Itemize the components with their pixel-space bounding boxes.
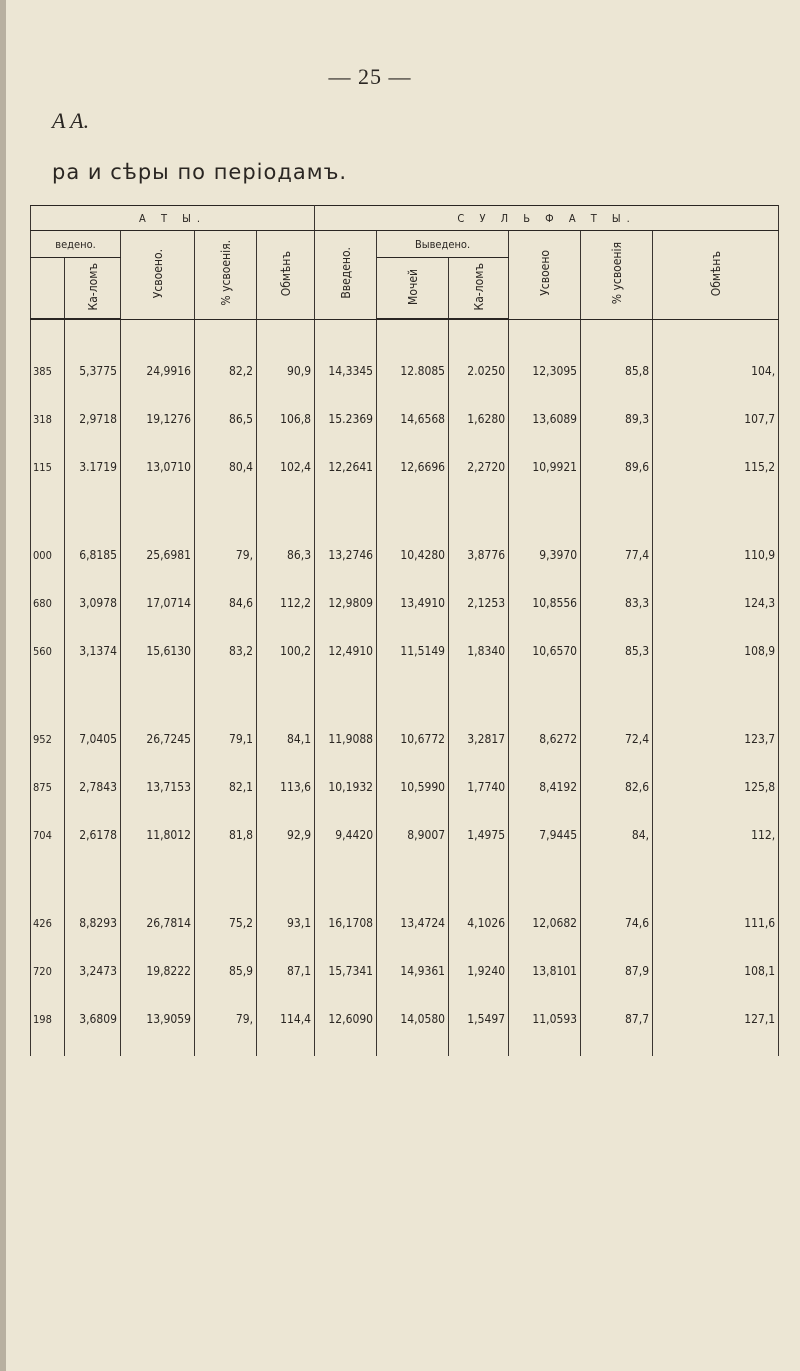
table-cell: 15,6130 — [121, 610, 195, 658]
table-cell: 2,1253 — [449, 562, 509, 610]
group-spacer — [31, 474, 779, 514]
table-cell: 16,1708 — [315, 882, 377, 930]
spacer-cell — [315, 319, 377, 330]
spacer-cell — [377, 474, 449, 514]
spacer-cell — [65, 319, 121, 330]
table-cell: 720 — [31, 930, 65, 978]
table-cell: 13,8101 — [509, 930, 581, 978]
spacer-cell — [449, 319, 509, 330]
table-cell: 107,7 — [653, 378, 779, 426]
table-cell: 26,7814 — [121, 882, 195, 930]
spacer-cell — [315, 658, 377, 698]
spacer-cell — [653, 842, 779, 882]
table-cell: 3,8776 — [449, 514, 509, 562]
table-cell: 13,2746 — [315, 514, 377, 562]
spacer-cell — [581, 474, 653, 514]
table-cell: 19,1276 — [121, 378, 195, 426]
table-cell: 72,4 — [581, 698, 653, 746]
table-row — [31, 794, 779, 842]
table-cell: 85,3 — [581, 610, 653, 658]
table-cell: 26,7245 — [121, 698, 195, 746]
table-cell: 3,2817 — [449, 698, 509, 746]
table-cell: 426 — [31, 882, 65, 930]
spacer-cell — [377, 1026, 449, 1056]
spacer-cell — [257, 842, 315, 882]
spacer-cell — [581, 319, 653, 330]
table-cell: 12,0682 — [509, 882, 581, 930]
table-cell: 11,5149 — [377, 610, 449, 658]
table-cell: 86,5 — [195, 378, 257, 426]
spacer-cell — [653, 658, 779, 698]
table-row — [31, 930, 779, 978]
table-cell: 89,3 — [581, 378, 653, 426]
header-vvedeno-truncated: ведено. — [31, 231, 121, 258]
spacer-cell — [257, 1026, 315, 1056]
spacer-cell — [315, 474, 377, 514]
table-cell: 84, — [581, 794, 653, 842]
table-cell: 3,2473 — [65, 930, 121, 978]
table-cell: 85,8 — [581, 330, 653, 378]
spacer-cell — [257, 319, 315, 330]
page-edge — [0, 0, 6, 1371]
table-cell: 110,9 — [653, 514, 779, 562]
table-row — [31, 378, 779, 426]
spacer-cell — [377, 658, 449, 698]
table-subtitle: ра и сѣры по періодамъ. — [52, 160, 348, 184]
table-cell: 79,1 — [195, 698, 257, 746]
table-cell: 1,6280 — [449, 378, 509, 426]
table-row — [31, 514, 779, 562]
table-cell: 106,8 — [257, 378, 315, 426]
table-cell: 108,9 — [653, 610, 779, 658]
table-cell: 12,4910 — [315, 610, 377, 658]
table-cell: 13,7153 — [121, 746, 195, 794]
table-cell: 2,2720 — [449, 426, 509, 474]
spacer-cell — [377, 842, 449, 882]
spacer-cell — [65, 842, 121, 882]
table-cell: 1,9240 — [449, 930, 509, 978]
table-cell: 15,7341 — [315, 930, 377, 978]
spacer-cell — [509, 1026, 581, 1056]
table-cell: 14,6568 — [377, 378, 449, 426]
table-cell: 385 — [31, 330, 65, 378]
spacer-cell — [449, 658, 509, 698]
table-cell: 13,6089 — [509, 378, 581, 426]
table-row — [31, 978, 779, 1026]
table-cell: 82,2 — [195, 330, 257, 378]
table-cell: 2,7843 — [65, 746, 121, 794]
spacer-cell — [65, 1026, 121, 1056]
table-cell: 318 — [31, 378, 65, 426]
header-kalom-2: Ка-ломъ — [449, 258, 509, 320]
table-cell: 198 — [31, 978, 65, 1026]
table-cell: 2,6178 — [65, 794, 121, 842]
table-cell: 25,6981 — [121, 514, 195, 562]
spacer-cell — [315, 842, 377, 882]
table-cell: 100,2 — [257, 610, 315, 658]
table-row — [31, 882, 779, 930]
table-cell: 13,4724 — [377, 882, 449, 930]
table-cell: 74,6 — [581, 882, 653, 930]
table-cell: 10,6570 — [509, 610, 581, 658]
header-pct-usvoenia: % усвоенія. — [195, 231, 257, 320]
table-cell: 680 — [31, 562, 65, 610]
table-cell: 17,0714 — [121, 562, 195, 610]
table-cell: 12,6090 — [315, 978, 377, 1026]
table-cell: 75,2 — [195, 882, 257, 930]
table-cell: 83,2 — [195, 610, 257, 658]
spacer-cell — [121, 319, 195, 330]
table-row — [31, 698, 779, 746]
table-cell: 8,6272 — [509, 698, 581, 746]
table-cell: 7,0405 — [65, 698, 121, 746]
table-cell: 6,8185 — [65, 514, 121, 562]
section-label: A A. — [52, 108, 90, 133]
table-cell: 86,3 — [257, 514, 315, 562]
table-cell: 79, — [195, 514, 257, 562]
table-cell: 560 — [31, 610, 65, 658]
table-row — [31, 330, 779, 378]
spacer-cell — [31, 842, 65, 882]
spacer-cell — [653, 1026, 779, 1056]
spacer-cell — [377, 319, 449, 330]
table-cell: 12,3095 — [509, 330, 581, 378]
spacer-cell — [581, 658, 653, 698]
table-cell: 14,3345 — [315, 330, 377, 378]
table-cell: 10,4280 — [377, 514, 449, 562]
table-row — [31, 610, 779, 658]
table-cell: 5,3775 — [65, 330, 121, 378]
table-cell: 114,4 — [257, 978, 315, 1026]
table-cell: 8,9007 — [377, 794, 449, 842]
table-cell: 10,5990 — [377, 746, 449, 794]
table-cell: 90,9 — [257, 330, 315, 378]
spacer-cell — [195, 474, 257, 514]
table-cell: 87,9 — [581, 930, 653, 978]
table-cell: 3.1719 — [65, 426, 121, 474]
table-cell: 875 — [31, 746, 65, 794]
table-cell: 123,7 — [653, 698, 779, 746]
table-cell: 3,0978 — [65, 562, 121, 610]
table-cell: 1,5497 — [449, 978, 509, 1026]
table-cell: 82,1 — [195, 746, 257, 794]
table-cell: 87,7 — [581, 978, 653, 1026]
spacer-cell — [195, 1026, 257, 1056]
table-cell: 14,0580 — [377, 978, 449, 1026]
spacer-cell — [31, 658, 65, 698]
table-cell: 87,1 — [257, 930, 315, 978]
spacer-cell — [449, 1026, 509, 1056]
table-cell: 83,3 — [581, 562, 653, 610]
spacer-cell — [121, 842, 195, 882]
table-cell: 112, — [653, 794, 779, 842]
table-cell: 77,4 — [581, 514, 653, 562]
table-cell: 111,6 — [653, 882, 779, 930]
table-cell: 1,8340 — [449, 610, 509, 658]
table-cell: 10,9921 — [509, 426, 581, 474]
table-cell: 14,9361 — [377, 930, 449, 978]
table-cell: 84,6 — [195, 562, 257, 610]
table-cell: 3,6809 — [65, 978, 121, 1026]
header-vyvedeno: Выведено. — [377, 231, 509, 258]
table-cell: 4,1026 — [449, 882, 509, 930]
page-number: — 25 — — [328, 64, 412, 89]
group-spacer — [31, 842, 779, 882]
table-cell: 108,1 — [653, 930, 779, 978]
table-row — [31, 746, 779, 794]
table-cell: 92,9 — [257, 794, 315, 842]
table-cell: 13,9059 — [121, 978, 195, 1026]
table-cell: 80,4 — [195, 426, 257, 474]
header-obmen-2: Обмѣнъ — [653, 231, 779, 320]
table-cell: 15.2369 — [315, 378, 377, 426]
spacer-cell — [449, 842, 509, 882]
table-cell: 127,1 — [653, 978, 779, 1026]
table-cell: 113,6 — [257, 746, 315, 794]
table-cell: 102,4 — [257, 426, 315, 474]
table-cell: 115 — [31, 426, 65, 474]
spacer-cell — [509, 319, 581, 330]
group-header-left: А Т Ы. — [31, 206, 315, 231]
spacer-cell — [257, 474, 315, 514]
header-pct-usvoenia-2: % усвоенія — [581, 231, 653, 320]
table-cell: 11,0593 — [509, 978, 581, 1026]
table-body — [31, 319, 779, 1056]
header-kalom: Ка-ломъ — [65, 258, 121, 320]
spacer-cell — [31, 319, 65, 330]
table-cell: 12,9809 — [315, 562, 377, 610]
spacer-cell — [509, 842, 581, 882]
spacer-cell — [315, 1026, 377, 1056]
header-mochey: Мочей — [377, 258, 449, 320]
table-cell: 12,2641 — [315, 426, 377, 474]
data-table — [30, 205, 779, 1056]
table-cell: 79, — [195, 978, 257, 1026]
spacer-cell — [65, 658, 121, 698]
table-cell: 1,7740 — [449, 746, 509, 794]
spacer-cell — [653, 319, 779, 330]
spacer-cell — [195, 842, 257, 882]
table-cell: 125,8 — [653, 746, 779, 794]
spacer-cell — [653, 474, 779, 514]
spacer-cell — [121, 1026, 195, 1056]
group-spacer — [31, 319, 779, 330]
table-row — [31, 562, 779, 610]
table-cell: 704 — [31, 794, 65, 842]
spacer-cell — [31, 474, 65, 514]
spacer-cell — [509, 658, 581, 698]
table-cell: 89,6 — [581, 426, 653, 474]
spacer-cell — [121, 658, 195, 698]
spacer-cell — [195, 658, 257, 698]
table-cell: 9,4420 — [315, 794, 377, 842]
table-cell: 24,9916 — [121, 330, 195, 378]
table-cell: 115,2 — [653, 426, 779, 474]
table-cell: 11,9088 — [315, 698, 377, 746]
spacer-cell — [581, 842, 653, 882]
table-cell: 19,8222 — [121, 930, 195, 978]
group-spacer — [31, 658, 779, 698]
table-cell: 3,1374 — [65, 610, 121, 658]
header-obmen: Обмѣнъ — [257, 231, 315, 320]
table-cell: 10,8556 — [509, 562, 581, 610]
table-cell: 112,2 — [257, 562, 315, 610]
table-cell: 7,9445 — [509, 794, 581, 842]
table-cell: 93,1 — [257, 882, 315, 930]
table-cell: 952 — [31, 698, 65, 746]
spacer-cell — [509, 474, 581, 514]
table-cell: 11,8012 — [121, 794, 195, 842]
table-cell: 8,4192 — [509, 746, 581, 794]
header-vvedeno: Введено. — [315, 231, 377, 320]
spacer-cell — [449, 474, 509, 514]
group-header-right: С У Л Ь Ф А Т Ы. — [315, 206, 779, 231]
table-cell: 2,9718 — [65, 378, 121, 426]
table-cell: 124,3 — [653, 562, 779, 610]
table-cell: 10,6772 — [377, 698, 449, 746]
table-cell: 12.8085 — [377, 330, 449, 378]
table-cell: 84,1 — [257, 698, 315, 746]
group-spacer — [31, 1026, 779, 1056]
table-cell: 2.0250 — [449, 330, 509, 378]
table-cell: 1,4975 — [449, 794, 509, 842]
table-cell: 81,8 — [195, 794, 257, 842]
spacer-cell — [581, 1026, 653, 1056]
table-cell: 000 — [31, 514, 65, 562]
table-cell: 12,6696 — [377, 426, 449, 474]
table-cell: 8,8293 — [65, 882, 121, 930]
table-cell: 85,9 — [195, 930, 257, 978]
table-cell: 104, — [653, 330, 779, 378]
header-usvoeno-2: Усвоено — [509, 231, 581, 320]
table-cell: 10,1932 — [315, 746, 377, 794]
spacer-cell — [121, 474, 195, 514]
header-blank — [31, 258, 65, 320]
spacer-cell — [257, 658, 315, 698]
table-cell: 9,3970 — [509, 514, 581, 562]
spacer-cell — [65, 474, 121, 514]
spacer-cell — [31, 1026, 65, 1056]
header-usvoeno: Усвоено. — [121, 231, 195, 320]
table-row — [31, 426, 779, 474]
table-cell: 13,4910 — [377, 562, 449, 610]
spacer-cell — [195, 319, 257, 330]
table-cell: 82,6 — [581, 746, 653, 794]
table-cell: 13,0710 — [121, 426, 195, 474]
